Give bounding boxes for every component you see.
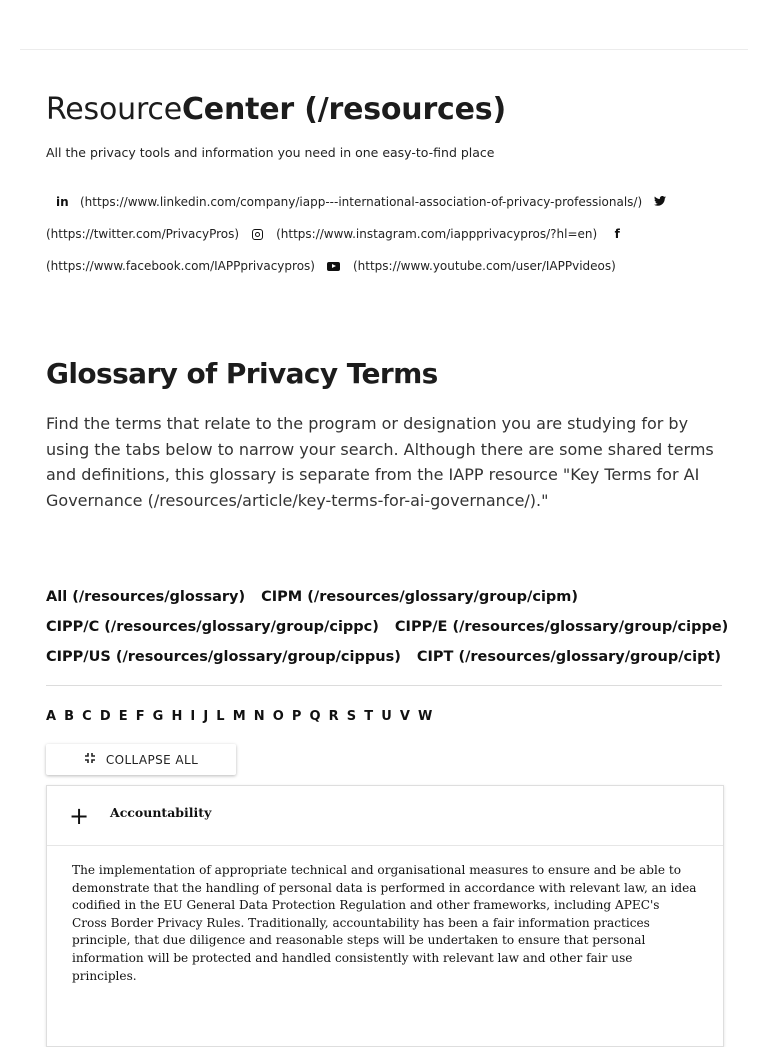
letter-link-p[interactable]: P (291, 709, 302, 724)
glossary-tabs-row-3 (46, 647, 737, 667)
letter-link-w[interactable]: W (418, 709, 433, 724)
instagram-link[interactable]: (https://www.instagram.com/iappprivacypros/?hl=en) (276, 227, 598, 241)
letter-link-m[interactable]: M (232, 709, 247, 724)
linkedin-icon[interactable]: in (56, 195, 69, 209)
collapse-all-button[interactable] (46, 744, 236, 775)
resource-center-title-light: Resource (46, 92, 182, 127)
accordion-header[interactable] (47, 786, 723, 846)
glossary-definition: The implementation of appropriate technical and organisational measures to ensure and be able to demonstrate that the handling of personal data is performed in accordance with relevant law, an idea codified in the EU General Data Protection Regulation and other frameworks, including APEC's Cross Border Privacy Rules. Traditionally, accountability has been a fair information practices principle, that due diligence and reasonable steps will be undertaken to ensure that personal information will be protected and handled consistently with relevant law and other fair use principles. (72, 863, 697, 983)
letter-link-q[interactable]: Q (309, 709, 322, 724)
glossary-tabs-row-2 (46, 617, 744, 637)
resource-center-subtitle: All the privacy tools and information you need in one easy-to-find place (46, 145, 495, 160)
tab-cipm[interactable]: CIPM (/resources/glossary/group/cipm) (261, 589, 579, 605)
glossary-tabs-row-1 (46, 587, 594, 607)
plus-icon[interactable]: + (69, 802, 90, 830)
letter-link-l[interactable]: L (216, 709, 226, 724)
tabs-divider (46, 685, 722, 686)
letter-link-u[interactable]: U (381, 709, 393, 724)
linkedin-link[interactable]: (https://www.linkedin.com/company/iapp---international-association-of-privacy-professionals/) (80, 195, 643, 209)
collapse-all-label: COLLAPSE ALL (105, 752, 199, 767)
glossary-intro: Find the terms that relate to the program or designation you are studying for by using the tabs below to narrow your search. Although there are some shared terms and definitions, this glossary is separate from the IAPP resource "Key Terms for AI Governance (/resources/article/key-terms-for-ai-governance/)." (46, 414, 714, 510)
letter-link-g[interactable]: G (152, 709, 164, 724)
youtube-icon[interactable] (327, 262, 340, 271)
letter-link-n[interactable]: N (253, 709, 266, 724)
glossary-accordion-item (46, 785, 724, 1047)
instagram-icon[interactable] (252, 229, 263, 240)
glossary-title: Glossary of Privacy Terms (46, 357, 438, 390)
tab-cippe[interactable]: CIPP/E (/resources/glossary/group/cippe) (394, 619, 729, 635)
letter-link-b[interactable]: B (64, 709, 75, 724)
tab-cipt[interactable]: CIPT (/resources/glossary/group/cipt) (416, 649, 722, 665)
tab-cippc[interactable]: CIPP/C (/resources/glossary/group/cippc) (46, 619, 379, 635)
letter-link-j[interactable]: J (203, 709, 209, 724)
facebook-icon[interactable]: f (614, 227, 620, 241)
letter-link-v[interactable]: V (399, 709, 411, 724)
youtube-link[interactable]: (https://www.youtube.com/user/IAPPvideos) (352, 259, 616, 273)
twitter-link[interactable]: (https://twitter.com/PrivacyPros) (46, 227, 240, 241)
letter-link-i[interactable]: I (190, 709, 196, 724)
tab-cippus[interactable]: CIPP/US (/resources/glossary/group/cippus) (46, 649, 401, 665)
tab-all[interactable]: All (/resources/glossary) (46, 589, 246, 605)
letter-link-e[interactable]: E (118, 709, 129, 724)
header-divider (20, 49, 748, 50)
letter-link-r[interactable]: R (328, 709, 340, 724)
alphabet-nav (46, 708, 440, 726)
letter-link-d[interactable]: D (99, 709, 112, 724)
resource-center-title-bold: Center (/resources) (181, 92, 506, 127)
social-links-row-3 (46, 257, 616, 275)
collapse-icon (84, 752, 96, 767)
letter-link-f[interactable]: F (135, 709, 146, 724)
letter-link-c[interactable]: C (82, 709, 93, 724)
resource-center-title[interactable] (46, 90, 506, 130)
twitter-icon[interactable] (654, 193, 666, 211)
social-links-row-1 (46, 193, 666, 211)
social-links-row-2 (46, 225, 623, 243)
letter-link-h[interactable]: H (171, 709, 183, 724)
letter-link-o[interactable]: O (272, 709, 285, 724)
letter-link-t[interactable]: T (364, 709, 374, 724)
facebook-link[interactable]: (https://www.facebook.com/IAPPprivacypros) (46, 259, 315, 273)
letter-link-s[interactable]: S (346, 709, 357, 724)
glossary-term: Accountability (110, 805, 212, 820)
letter-link-a[interactable]: A (46, 709, 57, 724)
